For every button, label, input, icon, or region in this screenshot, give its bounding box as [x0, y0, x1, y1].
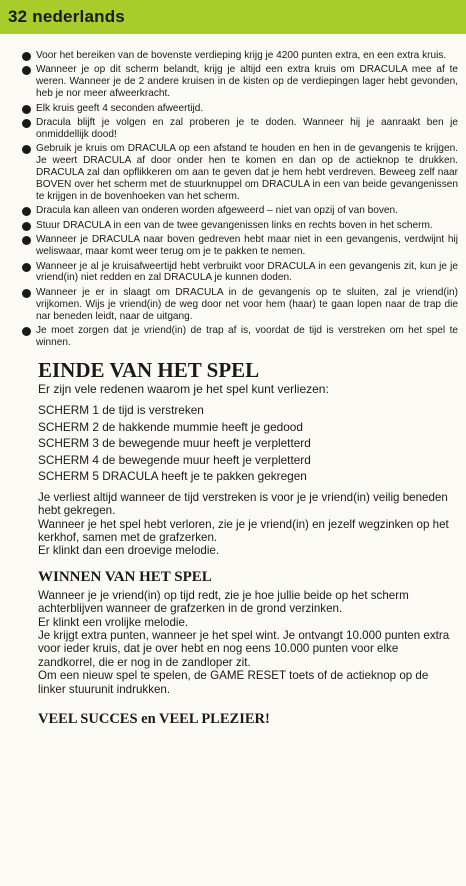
bullet-icon — [22, 119, 31, 128]
page-content — [0, 50, 466, 728]
page-header — [0, 0, 466, 34]
bullet-icon — [22, 327, 31, 336]
list-item: Wanneer je op dit scherm belandt, krijg je altijd een extra kruis om DRACULA mee af te weren. Wanneer je de 2 andere kruisen in de kisten op de verdiepingen lager hebt gevonden, heb je nor meer afweerkracht. — [22, 64, 458, 100]
bullet-icon — [22, 289, 31, 298]
list-item: SCHERM 4 de bewegende muur heeft je verpletterd — [38, 452, 311, 467]
bullet-icon — [22, 207, 31, 216]
bullet-icon — [22, 236, 31, 245]
list-item: Voor het bereiken van de bovenste verdieping krijg je 4200 punten extra, en een extra kruis. — [22, 50, 458, 62]
list-item: Je moet zorgen dat je vriend(in) de trap af is, voordat de tijd is verstreken om het spel te winnen. — [22, 325, 458, 349]
bullet-icon — [22, 263, 31, 272]
closing-message: VEEL SUCCES en VEEL PLEZIER! — [38, 711, 270, 728]
bullet-icon — [22, 145, 31, 154]
loss-screens-list — [38, 402, 466, 485]
page-number-title: 32 nederlands — [8, 7, 125, 26]
list-item: SCHERM 2 de hakkende mummie heeft je gedood — [38, 419, 303, 434]
list-item: Gebruik je kruis om DRACULA op een afstand te houden en hen in de gevangenis te krijgen. Je weert DRACULA af door onder hen te komen en dan op de actieknop te drukken. DRACULA zal dan opflikkeren om aan te geven dat je hem hebt verdreven. Beweeg zelf naar BOVEN over het scherm met de stuurknuppel om DRACULA in een van beide gevangenissen te krijgen in de bovenhoeken van het scherm. — [22, 143, 458, 203]
rules-list — [0, 50, 466, 349]
bullet-icon — [22, 52, 31, 61]
list-item: SCHERM 3 de bewegende muur heeft je verpletterd — [38, 436, 311, 451]
end-game-heading: EINDE VAN HET SPEL — [38, 357, 260, 382]
bullet-icon — [22, 66, 31, 75]
list-item: Dracula kan alleen van onderen worden afgeweerd – niet van opzij of van boven. — [22, 205, 458, 217]
list-item: SCHERM 5 DRACULA heeft je te pakken gekregen — [38, 469, 307, 484]
bullet-icon — [22, 105, 31, 114]
bullet-icon — [22, 222, 31, 231]
list-item: Stuur DRACULA in een van de twee gevangenissen links en rechts boven in het scherm. — [22, 220, 458, 232]
end-game-paragraph: Je verliest altijd wanneer de tijd verstreken is voor je je vriend(in) veilig beneden hebt gekregen. Wanneer je het spel hebt verloren, zie je je vriend(in) en jezelf wegzinken op het kerkhof, samen met de grafzerken. Er klinkt dan een droevige melodie. — [38, 490, 449, 558]
list-item: SCHERM 1 de tijd is verstreken — [38, 403, 204, 418]
list-item: Wanneer je er in slaagt om DRACULA in de gevangenis op te sluiten, zal je vriend(in) vrijkomen. Wijs je vriend(in) de weg door net voor hem (haar) te gaan lopen naar de trap die nar beneden leidt, naar de uitgang. — [22, 287, 458, 323]
end-game-intro: Er zijn vele redenen waarom je het spel kunt verliezen: — [38, 381, 329, 396]
list-item: Dracula blijft je volgen en zal proberen je te doden. Wanneer hij je aanraakt ben je onmiddellijk dood! — [22, 117, 458, 141]
list-item: Elk kruis geeft 4 seconden afweertijd. — [22, 103, 458, 115]
list-item: Wanneer je DRACULA naar boven gedreven hebt maar niet in een gevangenis, verdwijnt hij weliswaar, maar komt weer terug om je te pakken te nemen. — [22, 234, 458, 258]
list-item: Wanneer je al je kruisafweertijd hebt verbruikt voor DRACULA in een gevangenis zit, kun je je vriend(in) niet redden en zal DRACULA je kunnen doden. — [22, 261, 458, 285]
win-game-paragraph: Wanneer je je vriend(in) op tijd redt, zie je hoe jullie beide op het scherm achterblijven wanneer de grafzerken in de grond verzinken. Er klinkt een vrolijke melodie. Je krijgt extra punten, wanneer je het spel wint. Je ontvangt 10.000 punten extra voor ieder kruis, dat je over hebt en nog eens 10.000 punten voor elke zandkorrel, die er nog in de zandloper zit. Om een nieuw spel te spelen, de GAME RESET toets of de actieknop op de linker stuurunit indrukken. — [38, 588, 450, 696]
win-game-heading: WINNEN VAN HET SPEL — [38, 568, 212, 585]
